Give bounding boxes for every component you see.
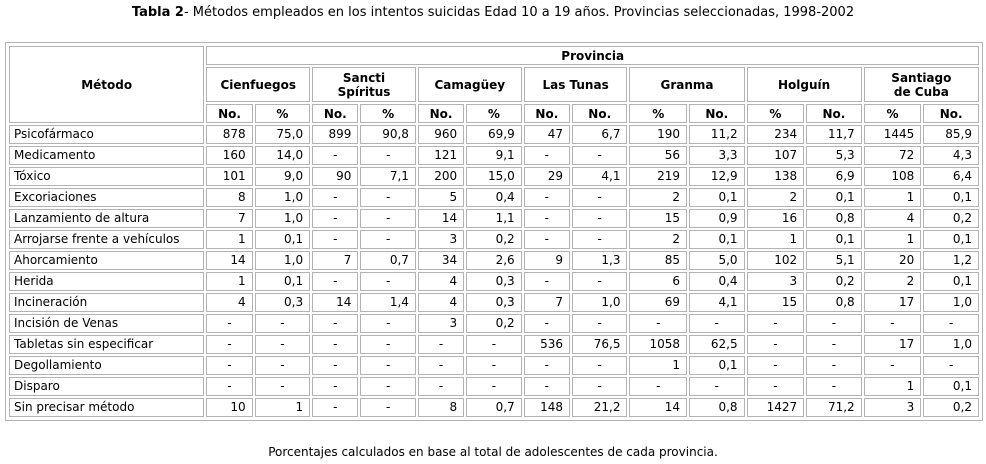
value-cell: 3: [864, 398, 922, 417]
unit-header: No.: [418, 104, 464, 123]
table-row: [9, 209, 979, 228]
value-cell: -: [206, 356, 252, 375]
value-cell: 0,3: [466, 293, 522, 312]
methods-table: [7, 44, 981, 419]
value-cell: -: [312, 335, 358, 354]
value-cell: 0,8: [689, 398, 745, 417]
value-cell: -: [418, 335, 464, 354]
value-cell: -: [572, 272, 628, 291]
method-cell: Excoriaciones: [9, 188, 204, 207]
value-cell: 101: [206, 167, 252, 186]
value-cell: 1,3: [572, 251, 628, 270]
value-cell: -: [312, 146, 358, 165]
value-cell: 5,0: [689, 251, 745, 270]
value-cell: 4: [418, 272, 464, 291]
value-cell: 47: [524, 125, 570, 144]
value-cell: 15: [629, 209, 687, 228]
value-cell: -: [360, 356, 416, 375]
value-cell: 960: [418, 125, 464, 144]
table-row: [9, 188, 979, 207]
value-cell: -: [806, 356, 862, 375]
province-name-line: Santiago: [891, 70, 952, 85]
method-cell: Incineración: [9, 293, 204, 312]
value-cell: -: [572, 230, 628, 249]
table-row: [9, 377, 979, 396]
value-cell: 4,1: [689, 293, 745, 312]
method-cell: Psicofármaco: [9, 125, 204, 144]
value-cell: 2: [629, 230, 687, 249]
value-cell: 148: [524, 398, 570, 417]
value-cell: -: [360, 377, 416, 396]
unit-header: %: [360, 104, 416, 123]
value-cell: 108: [864, 167, 922, 186]
province-name-line: de Cuba: [893, 84, 949, 99]
province-header: [312, 67, 416, 102]
value-cell: -: [206, 377, 252, 396]
value-cell: -: [806, 377, 862, 396]
value-cell: 0,2: [923, 398, 979, 417]
value-cell: -: [360, 398, 416, 417]
value-cell: -: [524, 356, 570, 375]
value-cell: 0,1: [689, 188, 745, 207]
value-cell: 1: [255, 398, 311, 417]
caption-label: Tabla 2: [131, 5, 184, 20]
value-cell: 6,7: [572, 125, 628, 144]
value-cell: 0,3: [466, 272, 522, 291]
value-cell: 6,9: [806, 167, 862, 186]
value-cell: 9,1: [466, 146, 522, 165]
unit-header: No.: [923, 104, 979, 123]
province-header: [206, 67, 310, 102]
value-cell: 219: [629, 167, 687, 186]
value-cell: 72: [864, 146, 922, 165]
value-cell: -: [360, 272, 416, 291]
value-cell: 0,1: [689, 230, 745, 249]
value-cell: 121: [418, 146, 464, 165]
value-cell: -: [255, 335, 311, 354]
value-cell: 5,3: [806, 146, 862, 165]
value-cell: 0,1: [923, 377, 979, 396]
value-cell: 75,0: [255, 125, 311, 144]
value-cell: 29: [524, 167, 570, 186]
value-cell: 69,9: [466, 125, 522, 144]
value-cell: -: [923, 314, 979, 333]
value-cell: -: [524, 314, 570, 333]
value-cell: -: [206, 335, 252, 354]
value-cell: 160: [206, 146, 252, 165]
value-cell: -: [629, 377, 687, 396]
value-cell: 1,0: [255, 209, 311, 228]
value-cell: 0,2: [466, 230, 522, 249]
value-cell: 69: [629, 293, 687, 312]
value-cell: 1: [206, 230, 252, 249]
value-cell: -: [360, 188, 416, 207]
value-cell: 2: [864, 272, 922, 291]
value-cell: 190: [629, 125, 687, 144]
value-cell: 1: [747, 230, 805, 249]
value-cell: 0,9: [689, 209, 745, 228]
value-cell: -: [524, 146, 570, 165]
value-cell: 12,9: [689, 167, 745, 186]
value-cell: 7: [312, 251, 358, 270]
value-cell: 1,0: [923, 293, 979, 312]
province-header: [747, 67, 862, 102]
value-cell: 76,5: [572, 335, 628, 354]
value-cell: 15,0: [466, 167, 522, 186]
value-cell: -: [689, 377, 745, 396]
value-cell: -: [466, 377, 522, 396]
value-cell: -: [524, 230, 570, 249]
value-cell: 0,3: [255, 293, 311, 312]
header-row-group: [9, 46, 979, 65]
value-cell: 878: [206, 125, 252, 144]
value-cell: 138: [747, 167, 805, 186]
table-footnote: Porcentajes calculados en base al total de adolescentes de cada provincia.: [268, 445, 718, 459]
value-cell: 3: [747, 272, 805, 291]
value-cell: -: [524, 209, 570, 228]
table-row: [9, 125, 979, 144]
value-cell: 14: [206, 251, 252, 270]
value-cell: 1,0: [255, 188, 311, 207]
method-column-header: Método: [9, 46, 204, 123]
value-cell: -: [312, 398, 358, 417]
value-cell: 0,1: [255, 230, 311, 249]
province-name-line: Granma: [660, 77, 714, 92]
table-body: [9, 125, 979, 417]
value-cell: -: [524, 377, 570, 396]
value-cell: 56: [629, 146, 687, 165]
value-cell: -: [747, 314, 805, 333]
value-cell: 0,7: [360, 251, 416, 270]
value-cell: 34: [418, 251, 464, 270]
value-cell: 3: [418, 230, 464, 249]
unit-header: No.: [806, 104, 862, 123]
value-cell: 14: [418, 209, 464, 228]
value-cell: 1: [864, 377, 922, 396]
value-cell: -: [689, 314, 745, 333]
value-cell: -: [360, 209, 416, 228]
value-cell: 0,4: [689, 272, 745, 291]
province-group-header: Provincia: [206, 46, 979, 65]
value-cell: -: [255, 377, 311, 396]
value-cell: 7,1: [360, 167, 416, 186]
value-cell: -: [572, 209, 628, 228]
value-cell: -: [360, 146, 416, 165]
value-cell: 71,2: [806, 398, 862, 417]
value-cell: -: [255, 314, 311, 333]
value-cell: 1: [629, 356, 687, 375]
value-cell: 14,0: [255, 146, 311, 165]
province-name-line: Cienfuegos: [220, 77, 296, 92]
unit-header: No.: [572, 104, 628, 123]
table-row: [9, 272, 979, 291]
table-row: [9, 230, 979, 249]
value-cell: 5,1: [806, 251, 862, 270]
value-cell: -: [572, 377, 628, 396]
value-cell: 1: [864, 230, 922, 249]
value-cell: -: [524, 272, 570, 291]
value-cell: -: [747, 377, 805, 396]
method-cell: Sin precisar método: [9, 398, 204, 417]
province-header: [418, 67, 522, 102]
method-cell: Tóxico: [9, 167, 204, 186]
value-cell: 9: [524, 251, 570, 270]
value-cell: 90,8: [360, 125, 416, 144]
value-cell: -: [312, 272, 358, 291]
value-cell: 1,4: [360, 293, 416, 312]
unit-header: No.: [206, 104, 252, 123]
value-cell: 7: [524, 293, 570, 312]
value-cell: -: [747, 356, 805, 375]
value-cell: -: [360, 314, 416, 333]
value-cell: 17: [864, 293, 922, 312]
value-cell: -: [806, 335, 862, 354]
value-cell: 21,2: [572, 398, 628, 417]
province-name-line: Las Tunas: [542, 77, 609, 92]
value-cell: 5: [418, 188, 464, 207]
value-cell: 4,1: [572, 167, 628, 186]
table-row: [9, 314, 979, 333]
method-cell: Disparo: [9, 377, 204, 396]
value-cell: 1,0: [255, 251, 311, 270]
value-cell: 0,1: [923, 188, 979, 207]
method-cell: Medicamento: [9, 146, 204, 165]
province-name-line: Sancti: [342, 70, 386, 85]
value-cell: -: [360, 230, 416, 249]
province-header: [524, 67, 628, 102]
table-row: [9, 146, 979, 165]
value-cell: 1,1: [466, 209, 522, 228]
value-cell: 0,8: [806, 209, 862, 228]
method-cell: Lanzamiento de altura: [9, 209, 204, 228]
value-cell: -: [629, 314, 687, 333]
value-cell: -: [312, 314, 358, 333]
unit-header: No.: [524, 104, 570, 123]
value-cell: 0,1: [923, 230, 979, 249]
table-frame: [5, 42, 983, 421]
value-cell: 6,4: [923, 167, 979, 186]
value-cell: -: [864, 356, 922, 375]
value-cell: -: [572, 356, 628, 375]
value-cell: -: [312, 377, 358, 396]
value-cell: -: [466, 335, 522, 354]
value-cell: 7: [206, 209, 252, 228]
province-name-line: Holguín: [778, 77, 831, 92]
value-cell: -: [747, 335, 805, 354]
value-cell: 4: [206, 293, 252, 312]
value-cell: 4: [864, 209, 922, 228]
value-cell: 14: [312, 293, 358, 312]
unit-header: %: [255, 104, 311, 123]
value-cell: 14: [629, 398, 687, 417]
value-cell: -: [524, 188, 570, 207]
value-cell: 4: [418, 293, 464, 312]
value-cell: -: [923, 356, 979, 375]
value-cell: 10: [206, 398, 252, 417]
value-cell: 20: [864, 251, 922, 270]
method-cell: Ahorcamiento: [9, 251, 204, 270]
method-cell: Herida: [9, 272, 204, 291]
province-name-line: Camagüey: [434, 77, 506, 92]
value-cell: 16: [747, 209, 805, 228]
value-cell: 0,1: [689, 356, 745, 375]
value-cell: 1,0: [923, 335, 979, 354]
value-cell: 536: [524, 335, 570, 354]
value-cell: 1445: [864, 125, 922, 144]
value-cell: -: [864, 314, 922, 333]
value-cell: 0,7: [466, 398, 522, 417]
province-header: [864, 67, 979, 102]
method-cell: Degollamiento: [9, 356, 204, 375]
table-row: [9, 335, 979, 354]
unit-header: %: [466, 104, 522, 123]
value-cell: 102: [747, 251, 805, 270]
value-cell: 0,1: [923, 272, 979, 291]
value-cell: 6: [629, 272, 687, 291]
value-cell: 17: [864, 335, 922, 354]
value-cell: 0,1: [806, 230, 862, 249]
value-cell: 0,2: [923, 209, 979, 228]
value-cell: 0,2: [466, 314, 522, 333]
value-cell: 1,2: [923, 251, 979, 270]
value-cell: 2,6: [466, 251, 522, 270]
value-cell: 0,1: [806, 188, 862, 207]
value-cell: 200: [418, 167, 464, 186]
unit-header: No.: [312, 104, 358, 123]
value-cell: -: [572, 146, 628, 165]
unit-header: %: [747, 104, 805, 123]
value-cell: 2: [629, 188, 687, 207]
value-cell: -: [255, 356, 311, 375]
unit-header: %: [864, 104, 922, 123]
value-cell: -: [418, 377, 464, 396]
value-cell: 85,9: [923, 125, 979, 144]
value-cell: 1058: [629, 335, 687, 354]
value-cell: 15: [747, 293, 805, 312]
value-cell: -: [572, 314, 628, 333]
value-cell: 11,2: [689, 125, 745, 144]
value-cell: 85: [629, 251, 687, 270]
value-cell: 11,7: [806, 125, 862, 144]
value-cell: 2: [747, 188, 805, 207]
value-cell: -: [312, 230, 358, 249]
value-cell: -: [312, 356, 358, 375]
table-caption: [0, 5, 986, 21]
value-cell: 8: [418, 398, 464, 417]
unit-header: No.: [689, 104, 745, 123]
value-cell: -: [312, 209, 358, 228]
value-cell: 0,4: [466, 188, 522, 207]
caption-text: - Métodos empleados en los intentos suicidas Edad 10 a 19 años. Provincias seleccionadas, 1998-2002: [183, 5, 855, 20]
value-cell: 0,8: [806, 293, 862, 312]
table-row: [9, 167, 979, 186]
province-header: [629, 67, 744, 102]
value-cell: -: [572, 188, 628, 207]
value-cell: -: [418, 356, 464, 375]
value-cell: 3,3: [689, 146, 745, 165]
value-cell: -: [466, 356, 522, 375]
value-cell: -: [806, 314, 862, 333]
table-row: [9, 356, 979, 375]
method-cell: Incisión de Venas: [9, 314, 204, 333]
value-cell: -: [360, 335, 416, 354]
method-cell: Tabletas sin especificar: [9, 335, 204, 354]
value-cell: 3: [418, 314, 464, 333]
value-cell: 8: [206, 188, 252, 207]
value-cell: 4,3: [923, 146, 979, 165]
value-cell: 1427: [747, 398, 805, 417]
value-cell: 0,1: [255, 272, 311, 291]
value-cell: 1: [206, 272, 252, 291]
table-row: [9, 251, 979, 270]
value-cell: 1: [864, 188, 922, 207]
value-cell: 0,2: [806, 272, 862, 291]
value-cell: 90: [312, 167, 358, 186]
province-name-line: Spíritus: [337, 84, 391, 99]
method-cell: Arrojarse frente a vehículos: [9, 230, 204, 249]
value-cell: 9,0: [255, 167, 311, 186]
value-cell: 234: [747, 125, 805, 144]
table-row: [9, 398, 979, 417]
value-cell: 62,5: [689, 335, 745, 354]
value-cell: 107: [747, 146, 805, 165]
value-cell: -: [312, 188, 358, 207]
value-cell: 899: [312, 125, 358, 144]
value-cell: -: [206, 314, 252, 333]
unit-header: %: [629, 104, 687, 123]
table-row: [9, 293, 979, 312]
value-cell: 1,0: [572, 293, 628, 312]
